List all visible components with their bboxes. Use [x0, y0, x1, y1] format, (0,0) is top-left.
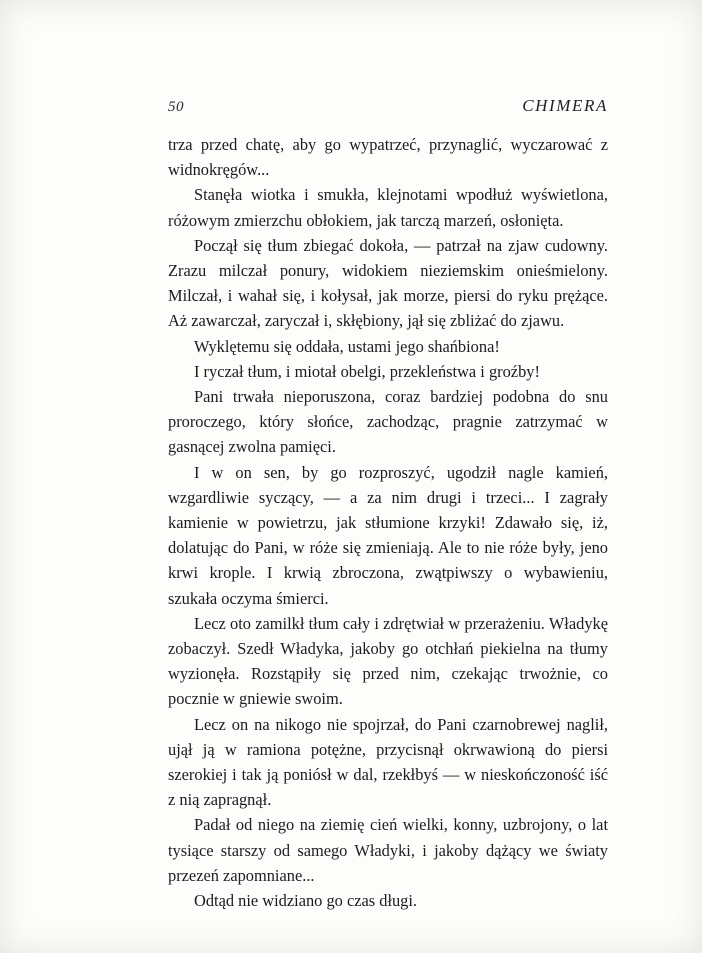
page-number: 50: [168, 99, 184, 115]
paragraph: I w on sen, by go rozproszyć, ugodził nagle kamień, wzgardliwie syczący, — a za nim drugi i trzeci... I zagrały kamienie w powietrzu, jak stłumione krzyki! Zdawało się, iż, dolatując do Pani, w róże się zmieniają. Ale to nie róże były, jeno krwi krople. I krwią zbroczona, zwątpiwszy o wybawieniu, szukała oczyma śmierci.: [168, 462, 608, 608]
page-body: [168, 132, 608, 913]
paragraph: I ryczał tłum, i miotał obelgi, przekleństwa i groźby!: [194, 361, 540, 381]
paragraph: Odtąd nie widziano go czas długi.: [194, 891, 418, 911]
page-header: [168, 96, 608, 116]
paragraph: Wyklętemu się oddała, ustami jego shańbiona!: [194, 336, 500, 356]
paragraph: Począł się tłum zbiegać dokoła, — patrzał na zjaw cudowny. Zrazu milczał ponury, widokiem nieziemskim onieśmielony. Milczał, i wahał się, i kołysał, jak morze, piersi do ryku prężące. Aż zawarczał, zaryczał i, skłębiony, jął się zbliżać do zjawu.: [168, 235, 608, 331]
paragraph: Lecz oto zamilkł tłum cały i zdrętwiał w przerażeniu. Władykę zobaczył. Szedł Władyka, jakoby go otchłań piekielna na tłumy wyzionęła. Rozstąpiły się przed nim, czekając trwożnie, co pocznie w gniewie swoim.: [168, 613, 608, 709]
paragraph: Stanęła wiotka i smukła, klejnotami wpodłuż wyświetlona, różowym zmierzchu obłokiem, jak tarczą marzeń, osłonięta.: [168, 185, 608, 230]
running-title: CHIMERA: [522, 96, 608, 115]
paragraph: trza przed chatę, aby go wypatrzeć, przynaglić, wyczarować z widnokręgów...: [168, 135, 608, 180]
paragraph: Padał od niego na ziemię cień wielki, konny, uzbrojony, o lat tysiące starszy od samego Władyki, i jakoby dążący we światy przezeń zapomniane...: [168, 815, 608, 885]
paragraph: Pani trwała nieporuszona, coraz bardziej podobna do snu proroczego, który słońce, zachodząc, pragnie zatrzymać w gasnącej zwolna pamięci.: [168, 387, 608, 457]
paragraph: Lecz on na nikogo nie spojrzał, do Pani czarnobrewej naglił, ujął ją w ramiona potężne, przycisnął okrwawioną do piersi szerokiej i tak ją poniósł w dal, rzekłbyś — w nieskończoność iść z nią zapragnął.: [168, 714, 608, 810]
